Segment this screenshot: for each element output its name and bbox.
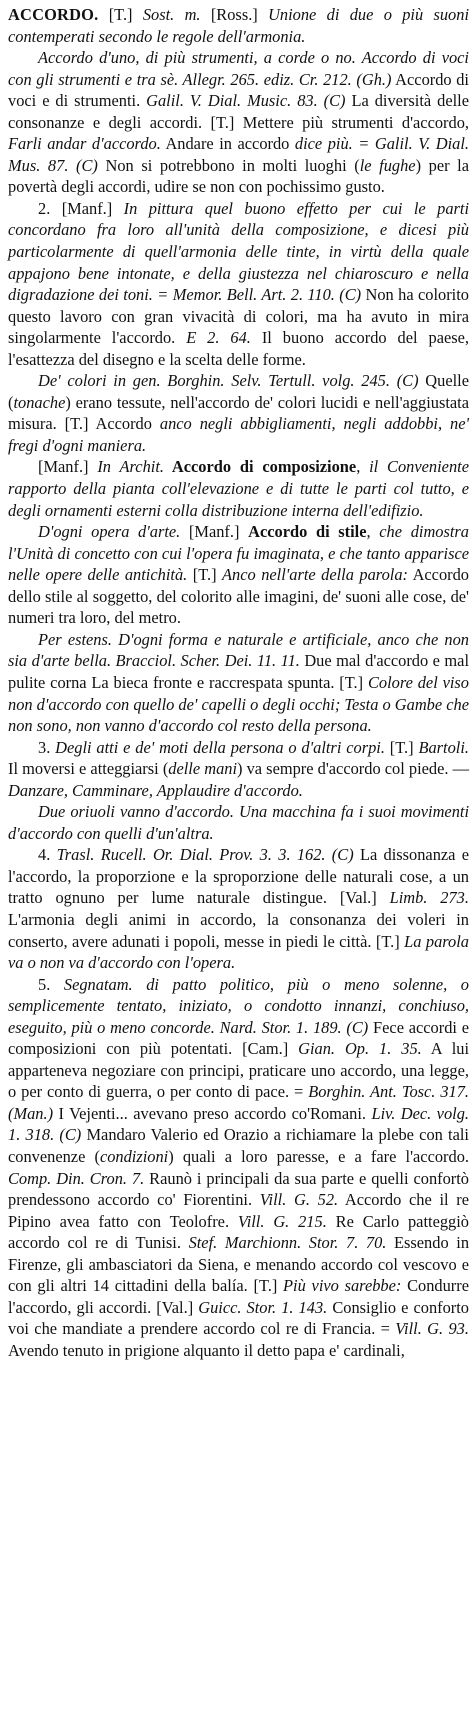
entry-text: Due mal d'accordo e mal pulite corna La bieca fronte e raccrespata spunta. [T.] xyxy=(8,651,470,692)
italic-text: Liv. Dec. volg. 1. 318. (C) xyxy=(8,1103,470,1145)
entry-text: La dissonanza e l'accordo, la proporzione e la sproporzione delle naturali cose, a un tratto ognuno per lume naturale distingue. [Val.] xyxy=(8,845,470,908)
entry-paragraph xyxy=(8,456,469,521)
entry-text: Re Carlo patteggiò accordo col re di Tunisi. xyxy=(8,1211,469,1253)
entry-paragraph xyxy=(8,47,469,198)
italic-text: In pittura quel buono effetto per cui le parti concordano fra loro all'unità della composizione, e dicesi più particolarmente di quell'armonia delle tinte, in virtù della quale appajono bene intonate, e della giustezza nel chiaroscuro e nella digradazione dei toni. = Memor. Bell. Art. 2. 110. (C) xyxy=(8,198,470,305)
entry-text: Condurre l'accordo, gli accordi. [Val.] xyxy=(8,1276,469,1317)
entry-text: [T.] xyxy=(187,565,223,585)
italic-text: delle mani xyxy=(168,759,238,779)
entry-text: [Ross.] xyxy=(200,5,269,24)
italic-text: anco negli abbigliamenti, negli addobbi, ne' fregi d'ogni maniera. xyxy=(8,414,469,455)
entry-paragraph xyxy=(8,629,469,737)
entry-text: 2. [Manf.] xyxy=(38,198,124,218)
italic-text: Limb. 273. xyxy=(389,888,469,908)
italic-text: Galil. V. Dial. Music. 83. (C) xyxy=(146,91,346,111)
entry-paragraph xyxy=(8,4,469,47)
italic-text: Trasl. Rucell. Or. Dial. Prov. 3. 3. 162. (C) xyxy=(56,845,354,865)
italic-text: Unione di due o più suoni contemperati secondo le regole dell'armonia. xyxy=(8,5,469,46)
italic-text: Gian. Op. 1. 35. xyxy=(298,1039,422,1059)
entry-text: [T.] xyxy=(384,737,419,757)
bold-text: Accordo di composizione xyxy=(163,457,357,477)
entry-text: La diversità delle consonanze e degli accordi. [T.] Mettere più strumenti d'accordo, xyxy=(8,91,469,132)
italic-text: Accordo d'uno, di più strumenti, a corde o no. Accordo di voci con gli strumenti e tra sè. Allegr. 265. ediz. Cr. 212. (Gh.) xyxy=(8,48,469,89)
italic-text: Danzare, Camminare, Applaudire d'accordo. xyxy=(8,780,303,800)
entry-text: Non ha colorito questo lavoro con gran vivacità di colori, ma ha avuto in mira singolarmente l'accordo. xyxy=(8,285,469,348)
entry-paragraph xyxy=(8,801,469,844)
entry-text: [Manf.] xyxy=(38,457,98,477)
bold-text: Accordo di stile xyxy=(248,522,367,542)
entry-paragraph xyxy=(8,737,469,802)
italic-text: Vill. G. 93. xyxy=(395,1319,469,1339)
italic-text: Comp. Din. Cron. 7. xyxy=(8,1168,145,1188)
entry-text: L'armonia degli animi in accordo, la consonanza dei voleri in conserto, avere adunati i popoli, messe in piedi le città. [T.] xyxy=(8,909,469,951)
italic-text: Stef. Marchionn. Stor. 7. 70. xyxy=(188,1233,387,1253)
italic-text: La parola va o non va d'accordo con l'opera. xyxy=(8,931,469,973)
entry-text: , xyxy=(356,457,370,477)
entry-text: Accordo che il re Pipino avea fatto con Teolofre. xyxy=(8,1190,469,1231)
headword: ACCORDO. xyxy=(8,5,99,24)
italic-text: Degli atti e de' moti della persona o d'altri corpi. xyxy=(55,737,385,757)
entry-text: ) erano tessute, nell'accordo de' colori lucidi e nell'aggiustata misura. [T.] Accordo xyxy=(8,392,469,434)
italic-text: Vill. G. 215. xyxy=(237,1211,327,1231)
italic-text: De' colori in gen. Borghin. Selv. Tertull. volg. 245. (C) xyxy=(38,371,419,391)
italic-text: Più vivo sarebbe: xyxy=(283,1276,402,1296)
entry-text: ) per la povertà degli accordi, udire se non con pochissimo gusto. xyxy=(8,155,470,197)
italic-text: Borghin. Ant. Tosc. 317. (Man.) xyxy=(8,1082,470,1123)
italic-text: Vill. G. 52. xyxy=(259,1190,339,1210)
entry-text: , xyxy=(366,522,380,542)
entry-text: 4. xyxy=(38,845,57,865)
entry-text: Accordo dello stile al soggetto, del colorito alle imagini, de' suoni alle cose, de' numeri tra loro, del metro. xyxy=(8,565,469,628)
italic-text: Per estens. D'ogni forma e naturale e artificiale, anco che non sia d'arte bella. Bracciol. Scher. Dei. 11. 11. xyxy=(8,629,469,671)
entry-paragraph xyxy=(8,521,469,629)
entry-text: A lui apparteneva negoziare con principi, praticare uno accordo, una legge, o per conto di guerra, o per conto di pace. = xyxy=(8,1039,469,1102)
entry-text: Andare in accordo xyxy=(160,134,295,154)
italic-text: Sost. m. xyxy=(142,5,201,24)
entry-text: [T.] xyxy=(98,5,143,24)
entry-text: Il moversi e atteggiarsi ( xyxy=(8,759,169,779)
entry-text: Avendo tenuto in prigione alquanto il detto papa e' cardinali, xyxy=(8,1340,405,1360)
italic-text: Bartoli. xyxy=(418,737,469,757)
entry-text: Non si potrebbono in molti luoghi ( xyxy=(97,155,360,175)
italic-text: Segnatam. di patto politico, più o meno solenne, o semplicemente tentato, iniziato, o condotto innanzi, conchiuso, eseguito, più o meno concorde. Nard. Stor. 1. 189. (C) xyxy=(8,974,469,1037)
entry-paragraph xyxy=(8,844,469,973)
italic-text: dice più. = Galil. V. Dial. Mus. 87. (C) xyxy=(8,134,469,175)
italic-text: che dimostra l'Unità di concetto con cui l'opera fu imaginata, e che tanto apparisce nelle opere delle antichità. xyxy=(8,522,469,585)
italic-text: Due oriuoli vanno d'accordo. Una macchina fa i suoi movimenti d'accordo con quelli d'un'altra. xyxy=(8,802,469,843)
dictionary-entry-accordo xyxy=(8,4,469,1361)
entry-text: Consiglio e conforto voi che mandiate a prendere accordo col re di Francia. = xyxy=(8,1297,469,1339)
italic-text: E 2. 64. xyxy=(186,328,251,348)
italic-text: tonache xyxy=(13,392,66,412)
entry-paragraph xyxy=(8,198,469,370)
entry-text: 3. xyxy=(38,737,56,757)
italic-text: In Archit. xyxy=(97,457,164,477)
entry-text: ) va sempre d'accordo col piede. — xyxy=(237,759,469,779)
entry-text: [Manf.] xyxy=(180,522,249,542)
entry-paragraph xyxy=(8,370,469,456)
italic-text: il Conveniente rapporto della pianta coll'elevazione e di tutte le parti col tutto, e degli ornamenti esterni colla distribuzione interna dell'edifizio. xyxy=(8,457,469,520)
italic-text: condizioni xyxy=(99,1146,169,1166)
italic-text: le fughe xyxy=(359,155,416,175)
entry-text: Accordo di voci e di strumenti. xyxy=(8,69,469,111)
italic-text: Farli andar d'accordo. xyxy=(8,134,161,154)
entry-text: Essendo in Firenze, gli ambasciatori da Siena, e menando accordo col vescovo e con gli altri 14 cittadini della balía. [T.] xyxy=(8,1233,470,1296)
entry-text: Quelle ( xyxy=(8,371,469,412)
entry-text: ) quali a loro paresse, e a fare l'accordo. xyxy=(168,1146,469,1166)
entry-text: Raunò i principali da sua parte e quelli confortò prendessono accordo co' Fiorentini. xyxy=(8,1168,469,1210)
entry-text: 5. xyxy=(38,974,64,994)
entry-text: Fece accordi e composizioni con più potentati. [Cam.] xyxy=(8,1017,469,1059)
entry-text: Il buono accordo del paese, l'esattezza del disegno e la scelta delle forme. xyxy=(8,328,469,369)
entry-paragraph xyxy=(8,974,469,1362)
italic-text: Colore del viso non d'accordo con quello de' capelli o degli occhi; Testa o Gambe che non sono, non vanno d'accordo col resto della persona. xyxy=(8,672,469,736)
italic-text: Anco nell'arte della parola: xyxy=(222,565,408,585)
italic-text: D'ogni opera d'arte. xyxy=(38,522,181,542)
italic-text: Guicc. Stor. 1. 143. xyxy=(198,1297,328,1317)
entry-text: I Vejenti... avevano preso accordo co'Romani. xyxy=(53,1103,372,1123)
entry-text: Mandaro Valerio ed Orazio a richiamare la plebe con tali convenenze ( xyxy=(8,1125,469,1166)
